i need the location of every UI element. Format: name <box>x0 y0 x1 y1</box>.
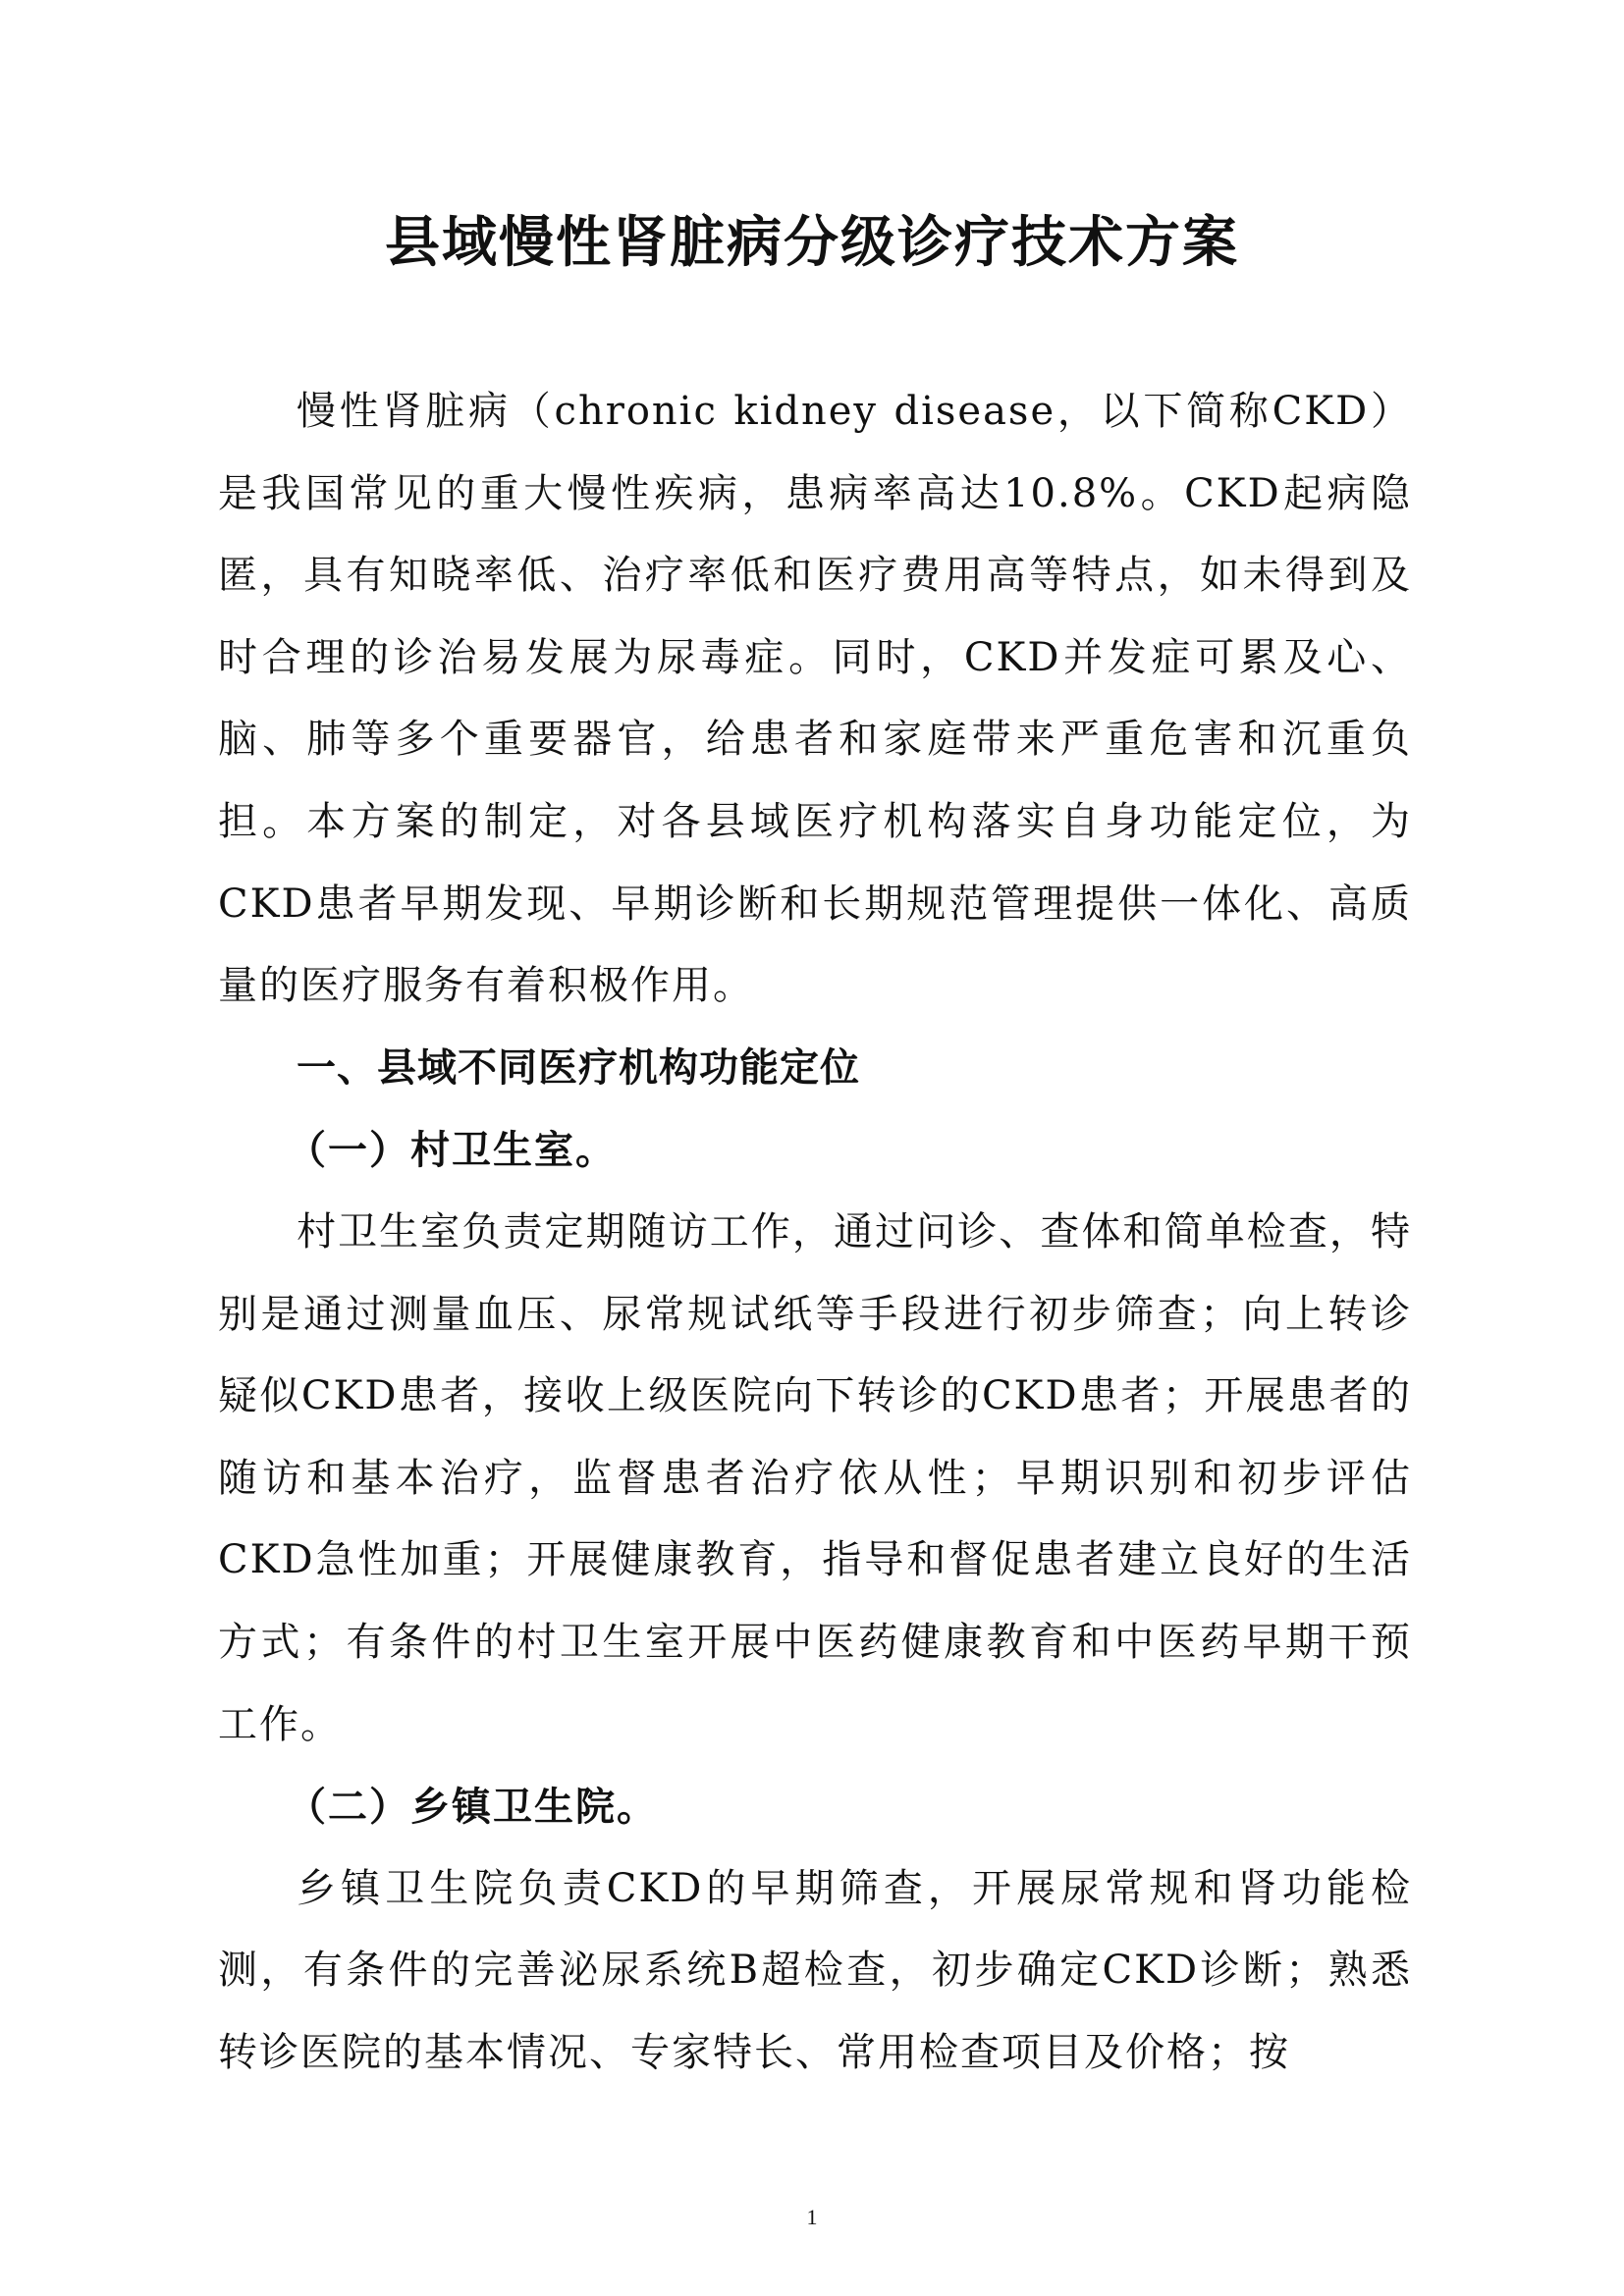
subsection-heading-village-clinic: （一）村卫生室。 <box>287 1127 617 1174</box>
page-number: 1 <box>806 2205 818 2229</box>
intro-paragraph: 慢性肾脏病（chronic kidney disease，以下简称CKD）是我国常见的重大慢性疾病，患病率高达10.8%。CKD起病隐匿，具有知晓率低、治疗率低和医疗费用高等特点，如未得到及时合理的诊治易发展为尿毒症。同时，CKD并发症可累及心、脑、肺等多个重要器官，给患者和家庭带来严重危害和沉重负担。本方案的制定，对各县域医疗机构落实自身功能定位，为CKD患者早期发现、早期诊断和长期规范管理提供一体化、高质量的医疗服务有着积极作用。 <box>218 389 1412 1009</box>
township-hospital-paragraph: 乡镇卫生院负责CKD的早期筛查，开展尿常规和肾功能检测，有条件的完善泌尿系统B超检查，初步确定CKD诊断；熟悉转诊医院的基本情况、专家特长、常用检查项目及价格；按 <box>218 1865 1412 2075</box>
document-body <box>218 371 1412 2094</box>
section-heading-1: 一、县域不同医疗机构功能定位 <box>297 1044 860 1091</box>
document-title: 县域慢性肾脏病分级诊疗技术方案 <box>385 211 1239 275</box>
village-clinic-paragraph: 村卫生室负责定期随访工作，通过问诊、查体和简单检查，特别是通过测量血压、尿常规试纸等手段进行初步筛查；向上转诊疑似CKD患者，接收上级医院向下转诊的CKD患者；开展患者的随访和基本治疗，监督患者治疗依从性；早期识别和初步评估CKD急性加重；开展健康教育，指导和督促患者建立良好的生活方式；有条件的村卫生室开展中医药健康教育和中医药早期干预工作。 <box>218 1208 1412 1747</box>
subsection-heading-township-hospital: （二）乡镇卫生院。 <box>287 1784 658 1831</box>
